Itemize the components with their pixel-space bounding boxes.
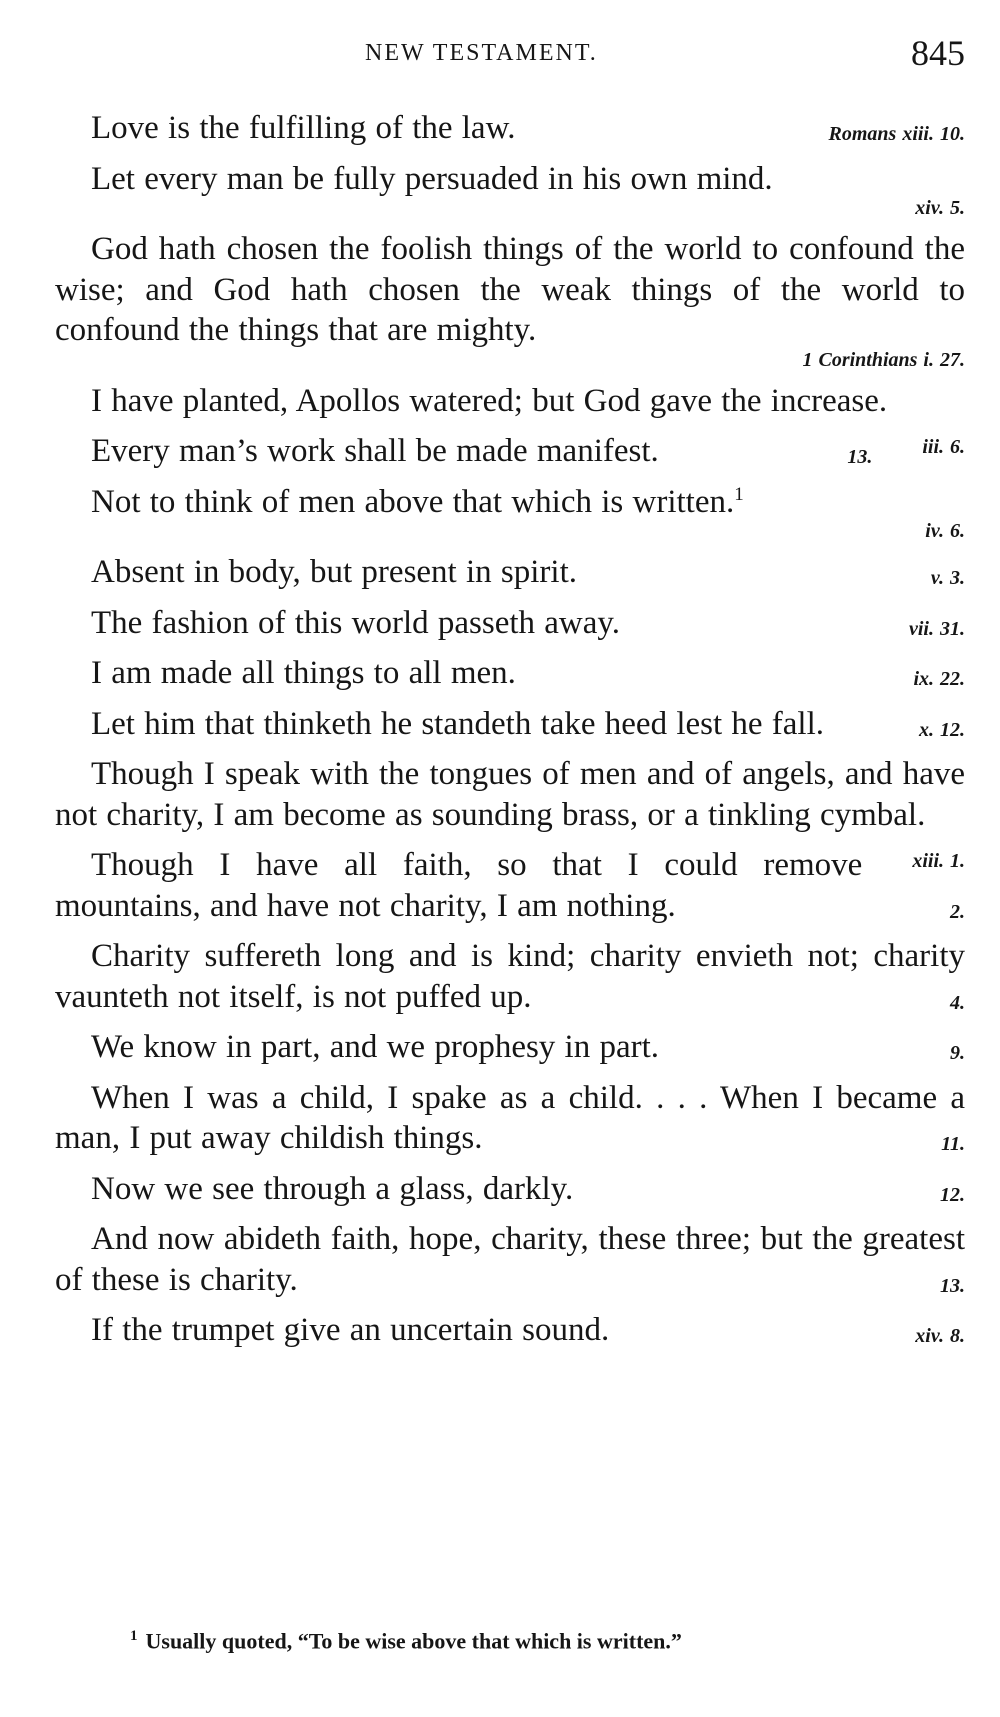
quote-reference: xiv. 8.	[915, 1325, 965, 1347]
footnote-text: Usually quoted, “To be wise above that which is written.”	[145, 1628, 682, 1654]
quote-2	[55, 159, 965, 220]
quote-text: We know in part, and we prophesy in part.	[91, 1029, 660, 1065]
quote-11	[55, 754, 965, 872]
quote-17	[55, 1219, 965, 1300]
quote-reference: 13.	[940, 1274, 965, 1297]
footnote-marker: 1	[734, 483, 744, 505]
quote-reference: 12.	[940, 1183, 965, 1206]
quote-reference: Romans xiii. 10.	[828, 123, 965, 145]
quote-15	[55, 1078, 965, 1159]
quote-text: Not to think of men above that which is written.	[91, 483, 735, 520]
quote-reference: iv. 6.	[925, 520, 965, 542]
footnote-number: 1	[130, 1628, 138, 1644]
quote-text: And now abideth faith, hope, charity, these three; but the greatest of these is charity.	[55, 1221, 965, 1298]
quote-text: Charity suffereth long and is kind; charity envieth not; charity vaunteth not itself, is not puffed up.	[55, 938, 965, 1015]
quote-16	[55, 1169, 965, 1210]
quote-text: I am made all things to all men.	[91, 655, 516, 691]
quote-text: God hath chosen the foolish things of the world to confound the wise; and God hath chosen the weak things of the world to confound the things that are mighty.	[55, 231, 965, 348]
quote-reference: 11.	[941, 1133, 965, 1155]
quote-text: Now we see through a glass, darkly.	[91, 1170, 574, 1207]
quote-12	[55, 845, 965, 926]
quote-reference: xiii. 1.	[912, 850, 965, 872]
quote-reference: 4.	[950, 991, 965, 1014]
quote-reference: ix. 22.	[913, 668, 965, 690]
quote-5	[55, 431, 965, 472]
quote-14	[55, 1027, 965, 1068]
quote-reference: iii. 6.	[922, 436, 965, 458]
quotation-list	[55, 108, 965, 1357]
quote-text: If the trumpet give an uncertain sound.	[91, 1312, 610, 1348]
quote-text: I have planted, Apollos watered; but God gave the increase.	[91, 382, 888, 419]
footnote	[130, 1628, 682, 1654]
quote-9	[55, 653, 965, 694]
quote-18	[55, 1310, 965, 1351]
quote-reference: vii. 31.	[909, 617, 965, 640]
quote-text: The fashion of this world passeth away.	[91, 604, 620, 641]
quote-reference: x. 12.	[919, 718, 965, 741]
quote-text: Absent in body, but present in spirit.	[91, 554, 577, 590]
quote-reference: xiv. 5.	[915, 197, 965, 219]
quote-text: Let every man be fully persuaded in his own mind.	[91, 160, 773, 197]
quote-text: Though I speak with the tongues of men and of angels, and have not charity, I am become as sounding brass, or a tinkling cymbal.	[55, 756, 965, 833]
quote-10	[55, 704, 965, 745]
quote-reference: 13.	[847, 446, 873, 468]
quote-text: Though I have all faith, so that I could remove mountains, and have not charity, I am nothing.	[55, 847, 863, 924]
quote-text: When I was a child, I spake as a child. . . . When I became a man, I put away childish things.	[55, 1079, 965, 1156]
quote-reference: 1 Corinthians i. 27.	[802, 348, 965, 371]
book-page	[55, 0, 965, 1717]
quote-reference: 9.	[950, 1042, 965, 1064]
running-head	[55, 30, 965, 80]
quote-1	[55, 108, 965, 149]
quote-6	[55, 482, 965, 543]
quote-7	[55, 552, 965, 593]
quote-reference: 2.	[950, 900, 965, 923]
quote-reference: v. 3.	[930, 567, 965, 589]
quote-text: Love is the fulfilling of the law.	[91, 110, 516, 146]
quote-text: Let him that thinketh he standeth take heed lest he fall.	[91, 705, 825, 742]
quote-8	[55, 603, 965, 644]
quote-3	[55, 229, 965, 371]
quote-13	[55, 936, 965, 1017]
running-title: NEW TESTAMENT.	[365, 40, 598, 66]
quote-text: Every man’s work shall be made manifest.	[91, 433, 659, 469]
page-number: 845	[911, 33, 965, 73]
